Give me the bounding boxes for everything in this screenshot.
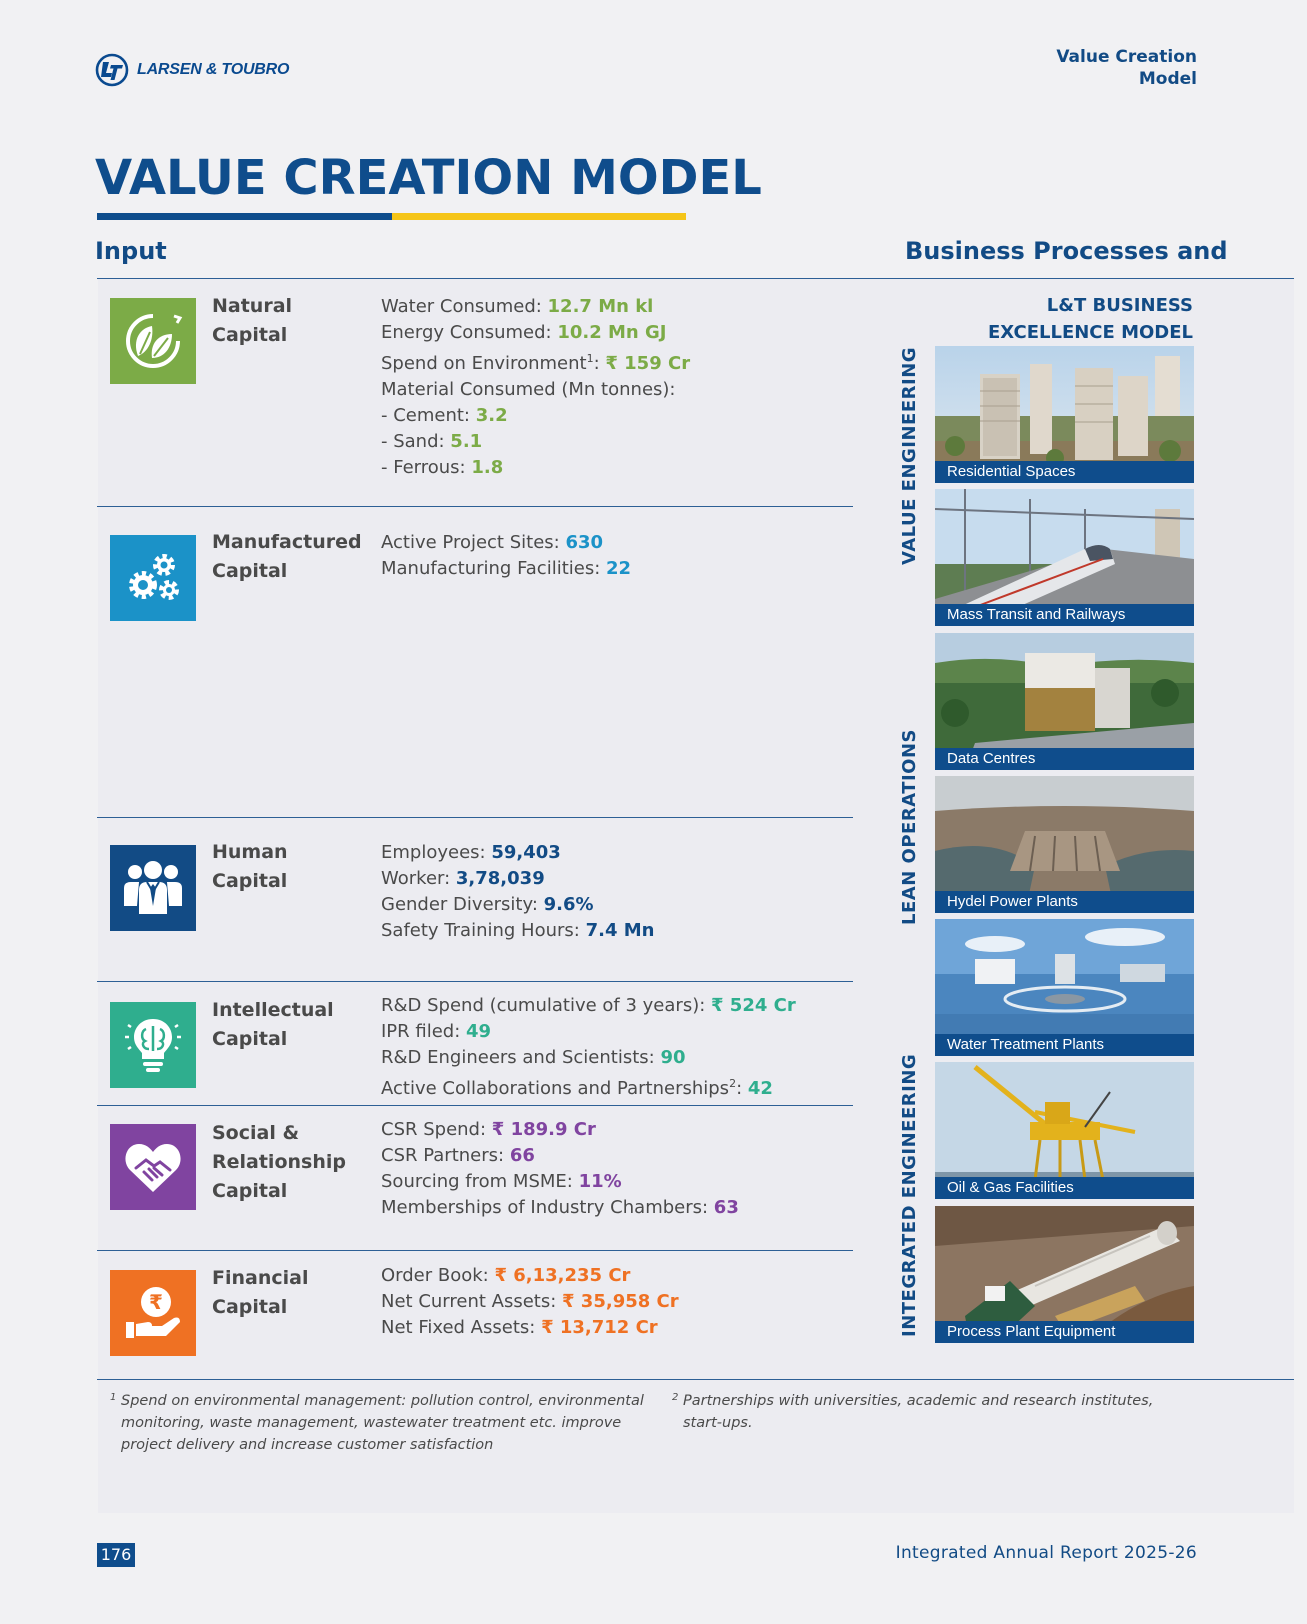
section-tag-line2: Model (1138, 69, 1197, 89)
tile-hydel-power-plants (935, 776, 1194, 913)
stat-line: Memberships of Industry Chambers: 63 (381, 1197, 739, 1218)
stat-line: Manufacturing Facilities: 22 (381, 558, 632, 579)
lt-logo-icon (95, 53, 129, 87)
footnote-line: Partnerships with universities, academic and research institutes, (683, 1393, 1154, 1409)
vertical-label-value-engineering: VALUE ENGINEERING (899, 346, 920, 565)
capital-stats-human (381, 840, 851, 944)
capital-name-line: Capital (212, 560, 288, 582)
footnote-line: start-ups. (683, 1415, 753, 1431)
tile-caption: Residential Spaces (935, 461, 1194, 483)
stat-line: Net Fixed Assets: ₹ 13,712 Cr (381, 1317, 658, 1338)
tile-mass-transit-railways (935, 489, 1194, 626)
business-processes-heading: Business Processes and (905, 237, 1228, 265)
capital-name-financial (212, 1264, 372, 1322)
row-divider (97, 981, 853, 982)
page-number: 176 (97, 1543, 135, 1567)
leaves-icon (110, 298, 196, 384)
vertical-label-lean-operations: LEAN OPERATIONS (899, 728, 920, 925)
footnote-line: Spend on environmental management: pollution control, environmental (121, 1393, 644, 1409)
stat-line: Safety Training Hours: 7.4 Mn (381, 920, 655, 941)
footnote-1 (110, 1390, 650, 1456)
vertical-label-integrated-engineering: INTEGRATED ENGINEERING (899, 1053, 920, 1337)
capital-name-line: Capital (212, 324, 288, 346)
title-underline-yellow (392, 213, 686, 220)
stat-line: Employees: 59,403 (381, 842, 561, 863)
capital-name-line: Capital (212, 1180, 288, 1202)
capital-name-human (212, 838, 372, 896)
stat-line: - Cement: 3.2 (381, 405, 508, 426)
capital-name-social-relationship (212, 1119, 372, 1206)
stat-line: Gender Diversity: 9.6% (381, 894, 594, 915)
capital-name-line: Manufactured (212, 531, 362, 553)
capital-name-line: Relationship (212, 1151, 346, 1173)
capital-name-line: Human (212, 841, 288, 863)
stat-line: - Sand: 5.1 (381, 431, 483, 452)
brand-name: LARSEN & TOUBRO (137, 61, 290, 78)
stat-line: Sourcing from MSME: 11% (381, 1171, 622, 1192)
capital-name-line: Capital (212, 1296, 288, 1318)
input-heading: Input (95, 237, 167, 265)
heading-divider (97, 278, 1294, 279)
stat-line: CSR Spend: ₹ 189.9 Cr (381, 1119, 596, 1140)
stat-line: Net Current Assets: ₹ 35,958 Cr (381, 1291, 679, 1312)
tile-water-treatment-plants (935, 919, 1194, 1056)
capital-name-line: Financial (212, 1267, 309, 1289)
capital-stats-intellectual (381, 993, 851, 1102)
lightbulb-brain-icon (110, 1002, 196, 1088)
gears-icon (110, 535, 196, 621)
section-tag-line1: Value Creation (1056, 47, 1197, 67)
footnote-mark: 1 (110, 1392, 117, 1403)
bem-title-line1: L&T BUSINESS (1046, 295, 1193, 316)
row-divider (97, 506, 853, 507)
bem-title-line2: EXCELLENCE MODEL (987, 322, 1193, 343)
page-title: VALUE CREATION MODEL (95, 150, 762, 206)
stat-line: Energy Consumed: 10.2 Mn GJ (381, 322, 667, 343)
tile-caption: Process Plant Equipment (935, 1321, 1194, 1343)
tile-caption: Oil & Gas Facilities (935, 1177, 1194, 1199)
stat-line: Order Book: ₹ 6,13,235 Cr (381, 1265, 631, 1286)
rupee-hand-icon (110, 1270, 196, 1356)
tile-oil-gas-facilities (935, 1062, 1194, 1199)
handshake-heart-icon (110, 1124, 196, 1210)
capital-name-line: Natural (212, 295, 293, 317)
stat-line: R&D Engineers and Scientists: 90 (381, 1047, 686, 1068)
footnote-divider (97, 1379, 1294, 1380)
tile-caption: Water Treatment Plants (935, 1034, 1194, 1056)
tile-caption: Mass Transit and Railways (935, 604, 1194, 626)
capital-stats-natural (381, 294, 851, 481)
capital-name-line: Capital (212, 870, 288, 892)
row-divider (97, 1250, 853, 1251)
tile-process-plant-equipment (935, 1206, 1194, 1343)
row-divider (97, 817, 853, 818)
title-underline-blue (97, 213, 392, 220)
footnote-line: monitoring, waste management, wastewater treatment etc. improve (121, 1415, 622, 1431)
company-logo (95, 51, 325, 89)
stat-line: Material Consumed (Mn tonnes): (381, 379, 676, 400)
stat-line: Water Consumed: 12.7 Mn kl (381, 296, 654, 317)
tile-caption: Hydel Power Plants (935, 891, 1194, 913)
people-icon (110, 845, 196, 931)
tile-residential-spaces (935, 346, 1194, 483)
capital-stats-financial (381, 1263, 851, 1341)
capital-stats-social-relationship (381, 1117, 851, 1221)
stat-line: R&D Spend (cumulative of 3 years): ₹ 524 Cr (381, 995, 796, 1016)
stat-line: - Ferrous: 1.8 (381, 457, 504, 478)
stat-line: CSR Partners: 66 (381, 1145, 535, 1166)
stat-line: IPR filed: 49 (381, 1021, 492, 1042)
capital-name-line: Social & (212, 1122, 300, 1144)
tile-data-centres (935, 633, 1194, 770)
stat-line: Worker: 3,78,039 (381, 868, 545, 889)
stat-line: Active Project Sites: 630 (381, 532, 604, 553)
stat-line: Spend on Environment$^1$: ₹ 159 Cr (381, 352, 691, 374)
capital-name-manufactured (212, 528, 372, 586)
footnote-2 (672, 1390, 1172, 1434)
tile-caption: Data Centres (935, 748, 1194, 770)
report-name: Integrated Annual Report 2025-26 (895, 1543, 1197, 1563)
footnote-line: project delivery and increase customer satisfaction (121, 1437, 494, 1453)
capital-stats-manufactured (381, 530, 851, 582)
capital-name-line: Capital (212, 1028, 288, 1050)
footnote-mark: 2 (672, 1392, 679, 1403)
stat-line: Active Collaborations and Partnerships$^2$: 42 (381, 1077, 773, 1099)
capital-name-intellectual (212, 996, 372, 1054)
row-divider (97, 1105, 853, 1106)
capital-name-natural (212, 292, 372, 350)
capital-name-line: Intellectual (212, 999, 334, 1021)
business-excellence-model-title (960, 292, 1193, 346)
svg-text:₹: ₹ (149, 1290, 163, 1314)
section-tag (997, 46, 1197, 90)
